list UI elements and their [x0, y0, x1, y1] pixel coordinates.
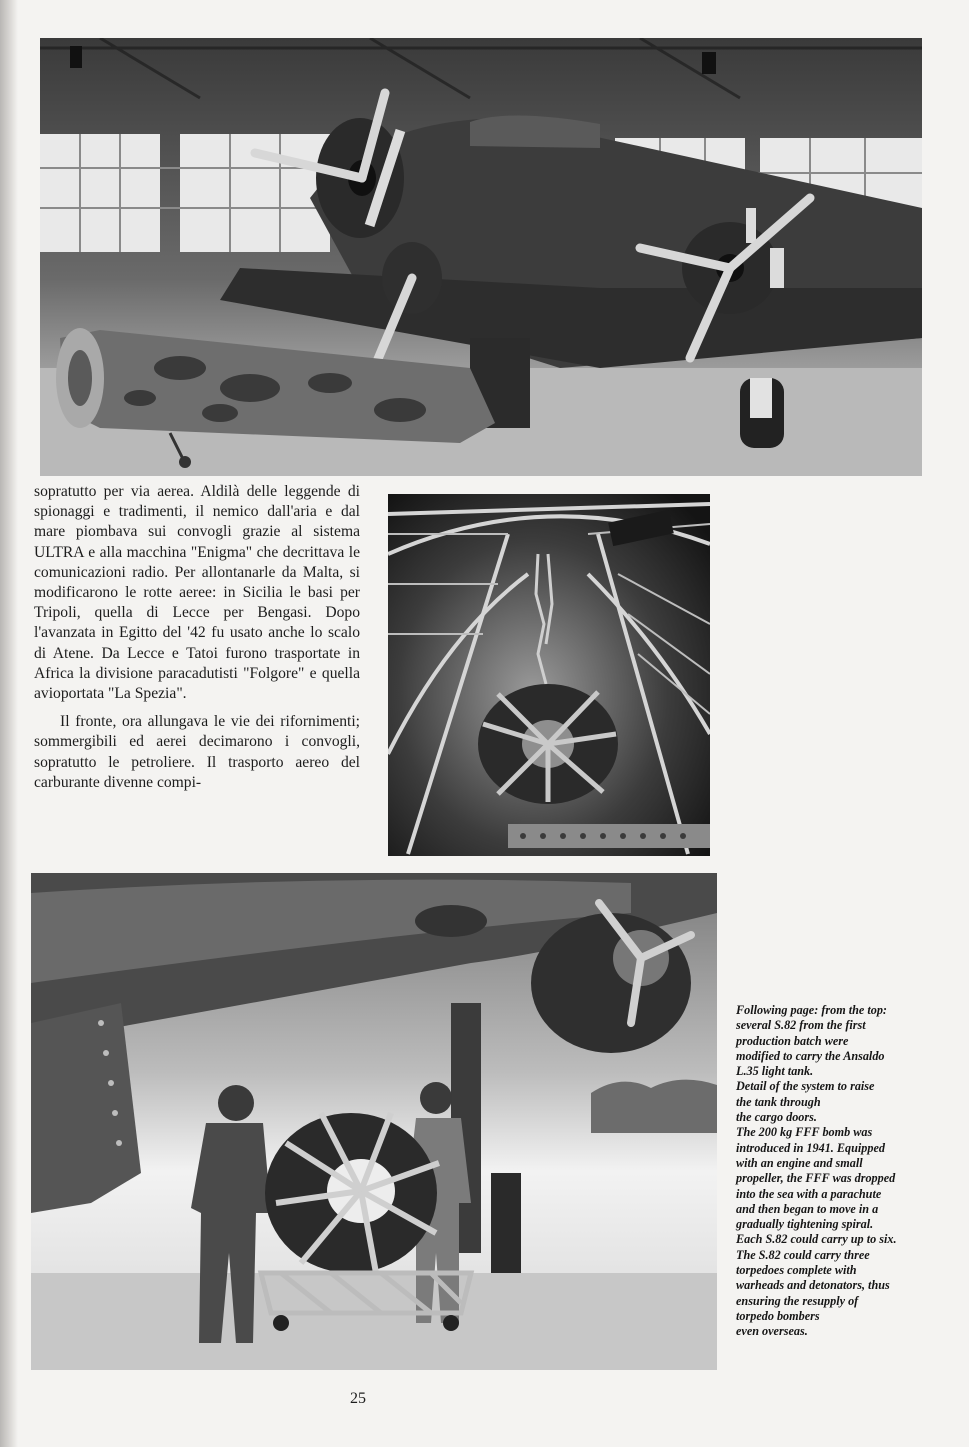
caption-line: L.35 light tank. [736, 1064, 814, 1079]
article-paragraph-2: Il fronte, ora allungava le vie dei rifornimenti; sommergibili ed aerei decimarono i convogli, sopratutto le petroliere. Il trasporto aereo del carburante divenne compi- [34, 713, 360, 791]
photo-middle-engine-hoist [388, 494, 710, 856]
page-spine-shadow [0, 0, 18, 1447]
page-number: 25 [350, 1390, 366, 1407]
article-paragraph-1: sopratutto per via aerea. Aldilà delle leggende di spionaggi e tradimenti, il nemico dall'aria e dal mare piombava sui convogli grazie al sistema ULTRA e alla macchina "Enigma" che decrittava le comunicazioni radio. Per allontanarle da Malta, si modificarono le rotte aeree: in Sicilia le basi per Tripoli, quella di Lecce per Bengasi. Dopo l'avanzata in Egitto del '42 fu usato anche lo scalo di Atene. Da Lecce e Tatoi furono trasportate in Africa la divisione paracadutisti "Folgore" e quella avioportata "La Spezia". [34, 483, 360, 703]
caption-line: and then began to move in a [736, 1201, 879, 1216]
caption-line: Detail of the system to raise [736, 1079, 875, 1094]
photo-bottom-ground-crew [31, 873, 717, 1370]
caption-line: torpedoes complete with [736, 1263, 857, 1278]
caption-line: torpedo bombers [736, 1308, 820, 1323]
caption-line: The 200 kg FFF bomb was [736, 1125, 873, 1140]
caption-line: modified to carry the Ansaldo [736, 1048, 885, 1063]
photo-caption [736, 1003, 932, 1340]
caption-line: the cargo doors. [736, 1110, 817, 1125]
caption-line: several S.82 from the first [736, 1018, 866, 1033]
article-body [34, 482, 360, 793]
caption-line: into the sea with a parachute [736, 1186, 882, 1201]
caption-line: with an engine and small [736, 1155, 863, 1170]
caption-line: production batch were [736, 1033, 849, 1048]
caption-line: Each S.82 could carry up to six. [736, 1232, 897, 1247]
caption-line: propeller, the FFF was dropped [736, 1171, 896, 1186]
caption-line: the tank through [736, 1094, 821, 1109]
caption-line: warheads and detonators, thus [736, 1278, 890, 1293]
caption-line: The S.82 could carry three [736, 1247, 870, 1262]
caption-line: introduced in 1941. Equipped [736, 1140, 885, 1155]
caption-line: ensuring the resupply of [736, 1293, 859, 1308]
ghost-line [746, 502, 916, 517]
caption-line: Following page: from the top: [736, 1003, 887, 1017]
caption-line: gradually tightening spiral. [736, 1217, 874, 1232]
ghost-bleed-through-text [746, 502, 916, 517]
caption-line: even overseas. [736, 1324, 808, 1339]
photo-top-hangar [40, 38, 922, 476]
